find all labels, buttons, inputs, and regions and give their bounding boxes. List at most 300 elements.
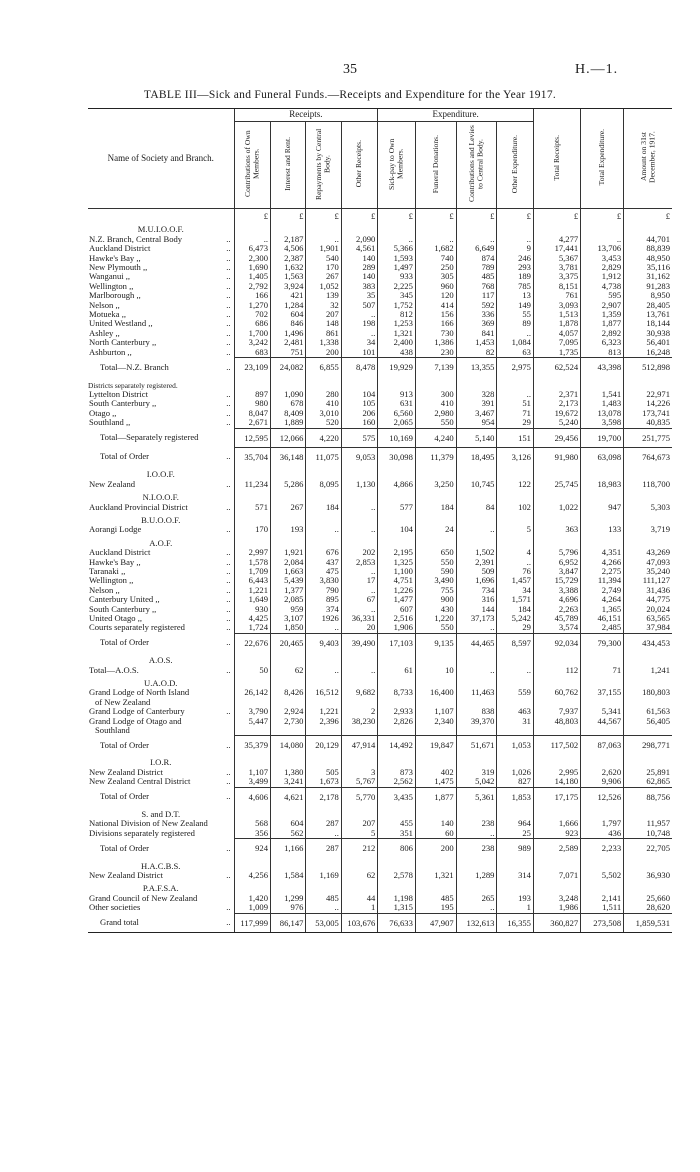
table-cell: 1,359 [581, 310, 624, 319]
table-cell: 5,502 [581, 871, 624, 880]
table-cell: 207 [341, 819, 378, 828]
table-cell: 22,705 [624, 839, 672, 858]
table-cell: 430 [415, 605, 456, 614]
table-cell: 105 [341, 399, 378, 408]
table-cell: 1,053 [497, 736, 534, 755]
table-cell: 1,477 [378, 595, 416, 604]
table-cell: 1,386 [415, 338, 456, 347]
table-cell: 2,090 [341, 235, 378, 244]
table-cell: 520 [306, 418, 341, 428]
table-cell: 734 [456, 586, 497, 595]
leader-dots: .. [226, 327, 231, 338]
table-cell: 112 [533, 666, 580, 675]
table-cell: 755 [415, 586, 456, 595]
table-cell: 1,673 [306, 777, 341, 787]
page-number: 35 [343, 62, 357, 77]
table-cell: 91,283 [624, 282, 672, 291]
table-cell: 1,107 [234, 768, 271, 777]
table-cell: 156 [415, 310, 456, 319]
table-cell: 540 [306, 254, 341, 263]
table-cell: 512,898 [624, 358, 672, 377]
table-cell: 562 [271, 829, 306, 839]
table-cell: 300 [415, 390, 456, 399]
table-cell: 8,047 [234, 409, 271, 418]
table-cell: 206 [341, 409, 378, 418]
subtotal-row [88, 736, 672, 755]
table-row [88, 480, 672, 489]
table-cell: 1,735 [533, 348, 580, 358]
society-heading-row [88, 858, 672, 871]
table-cell: 356 [234, 829, 271, 839]
table-cell: 35,379 [234, 736, 271, 755]
table-cell: 117,502 [533, 736, 580, 755]
table-row [88, 418, 672, 428]
table-cell: 104 [341, 390, 378, 399]
column-header: Total Receipts. [551, 134, 561, 181]
table-cell: 3,490 [415, 576, 456, 585]
table-cell: .. [306, 903, 341, 913]
table-cell: 1,700 [234, 329, 271, 338]
table-cell: 1,878 [533, 319, 580, 328]
table-cell: 336 [456, 310, 497, 319]
table-cell: 861 [306, 329, 341, 338]
table-cell: 4,621 [271, 787, 306, 806]
table-cell: 374 [306, 605, 341, 614]
table-cell: 6,952 [533, 558, 580, 567]
table-cell: .. [341, 503, 378, 512]
table-cell: .. [341, 525, 378, 534]
leader-dots: .. [226, 262, 231, 273]
branch-name: Otago ,, [89, 407, 117, 418]
table-cell: 550 [415, 558, 456, 567]
table-cell: 36,930 [624, 871, 672, 880]
branch-name: South Canterbury ,, [89, 398, 157, 409]
table-cell: 120 [415, 291, 456, 300]
table-cell: 4,277 [533, 235, 580, 244]
table-cell: 29,456 [533, 428, 580, 447]
table-cell: 5 [341, 829, 378, 839]
table-cell: 1,130 [341, 480, 378, 489]
society-name: P.A.F.S.A. [142, 883, 179, 894]
branch-name: Total of Order [100, 791, 150, 802]
table-cell: 89 [497, 319, 534, 328]
branch-name: New Zealand [89, 478, 136, 489]
leader-dots: .. [226, 361, 231, 372]
table-cell: 17,103 [378, 633, 416, 652]
table-cell: 84 [456, 503, 497, 512]
table-cell: 2,749 [581, 586, 624, 595]
table-row [88, 688, 672, 707]
table-cell: 44,775 [624, 595, 672, 604]
table-cell: 1,541 [581, 390, 624, 399]
table-cell: 4,561 [341, 244, 378, 253]
table-cell: 1,511 [581, 903, 624, 913]
table-cell: .. [234, 235, 271, 244]
table-cell: 184 [415, 503, 456, 512]
table-cell: 25,660 [624, 894, 672, 903]
branch-name: Total of Order [100, 739, 150, 750]
table-cell: 1,198 [378, 894, 416, 903]
table-cell: 1,338 [306, 338, 341, 347]
table-cell: 2,387 [271, 254, 306, 263]
table-cell: 103,676 [341, 913, 378, 932]
table-cell: 28,620 [624, 903, 672, 913]
table-cell: 1,724 [234, 623, 271, 633]
table-cell: 10 [415, 666, 456, 675]
table-cell: 2,065 [378, 418, 416, 428]
table-cell: 3,847 [533, 567, 580, 576]
table-cell: 3,574 [533, 623, 580, 633]
table-cell: 4,696 [533, 595, 580, 604]
table-cell: 51 [497, 399, 534, 408]
table-cell: 19,847 [415, 736, 456, 755]
table-cell: 47,914 [341, 736, 378, 755]
table-cell: 2,300 [234, 254, 271, 263]
branch-name: Grand Lodge of Canterbury [89, 706, 185, 717]
table-cell: 38,230 [341, 717, 378, 736]
table-cell: 1,483 [581, 399, 624, 408]
society-heading-row [88, 880, 672, 893]
table-cell: 19,700 [581, 428, 624, 447]
table-cell: 273,508 [581, 913, 624, 932]
table-cell: 841 [456, 329, 497, 338]
table-cell: 298,771 [624, 736, 672, 755]
branch-name: Total—A.O.S. [89, 664, 139, 675]
table-cell: 1,090 [271, 390, 306, 399]
table-cell: 5,286 [271, 480, 306, 489]
currency-symbol: £ [415, 209, 456, 222]
table-cell: 5,240 [533, 418, 580, 428]
table-cell: 139 [306, 291, 341, 300]
table-cell: .. [341, 666, 378, 675]
table-cell: 50 [234, 666, 271, 675]
table-cell: 947 [581, 503, 624, 512]
table-cell: 9,403 [306, 633, 341, 652]
table-cell: 87,063 [581, 736, 624, 755]
table-cell: 37,173 [456, 614, 497, 623]
table-cell: 3,248 [533, 894, 580, 903]
table-cell: 391 [456, 399, 497, 408]
branch-name: North Canterbury ,, [89, 337, 157, 348]
table-cell: 874 [456, 254, 497, 263]
table-cell: 14,492 [378, 736, 416, 755]
branch-name: New Zealand Central District [89, 776, 191, 787]
table-cell: 9,906 [581, 777, 624, 787]
branch-name: Ashburton ,, [89, 346, 132, 357]
table-cell: .. [306, 666, 341, 675]
table-cell: 6,855 [306, 358, 341, 377]
table-cell: 39,490 [341, 633, 378, 652]
table-cell: 485 [456, 272, 497, 281]
table-cell: 930 [234, 605, 271, 614]
branch-name: Total of Order [100, 451, 150, 462]
table-cell: 37,155 [581, 688, 624, 707]
table-cell: 55 [497, 310, 534, 319]
table-cell: 11,957 [624, 819, 672, 828]
table-cell: 2,589 [533, 839, 580, 858]
table-cell: 3,924 [271, 282, 306, 291]
table-cell: 63,098 [581, 447, 624, 466]
table-cell: 595 [581, 291, 624, 300]
table-row [88, 282, 672, 291]
table-cell: 4,751 [378, 576, 416, 585]
branch-name: Grand Lodge of North Island [89, 687, 190, 698]
society-name: A.O.S. [148, 655, 173, 666]
table-cell: 1,901 [306, 244, 341, 253]
table-cell: 485 [306, 894, 341, 903]
table-cell: 2,481 [271, 338, 306, 347]
table-cell: 44,465 [456, 633, 497, 652]
table-cell: 686 [234, 319, 271, 328]
table-cell: 1,752 [378, 301, 416, 310]
table-cell: 4,264 [581, 595, 624, 604]
table-cell: 505 [306, 768, 341, 777]
table-cell: 4,506 [271, 244, 306, 253]
table-cell: 170 [306, 263, 341, 272]
table-cell: 5,796 [533, 548, 580, 557]
table-cell: 3,499 [234, 777, 271, 787]
currency-symbol: £ [341, 209, 378, 222]
table-cell: 11,379 [415, 447, 456, 466]
table-cell: 92,034 [533, 633, 580, 652]
table-cell: 2,084 [271, 558, 306, 567]
table-cell: .. [341, 567, 378, 576]
table-cell: 12,526 [581, 787, 624, 806]
table-cell: 7,937 [533, 707, 580, 716]
table-cell: 1,682 [415, 244, 456, 253]
table-row [88, 829, 672, 839]
table-cell: 607 [378, 605, 416, 614]
column-header: Sick-pay to Own Members. [387, 138, 405, 190]
table-cell: 20 [341, 623, 378, 633]
leader-dots: .. [226, 791, 231, 802]
table-cell: 287 [306, 819, 341, 828]
table-cell: 360,827 [533, 913, 580, 932]
table-cell: 8,409 [271, 409, 306, 418]
table-cell: 1,221 [234, 586, 271, 595]
table-cell: 3 [341, 768, 378, 777]
society-name: H.A.C.B.S. [141, 860, 181, 871]
table-cell: .. [497, 329, 534, 338]
leader-dots: .. [226, 556, 231, 567]
table-title: TABLE III—Sick and Funeral Funds.—Receipts and Expenditure for the Year 1917. [143, 89, 557, 101]
table-cell: 9,682 [341, 688, 378, 707]
table-cell: 1,241 [624, 666, 672, 675]
table-row [88, 272, 672, 281]
leader-dots: .. [226, 271, 231, 282]
table-cell: 1,377 [271, 586, 306, 595]
table-cell: 230 [415, 348, 456, 358]
table-cell: 8,733 [378, 688, 416, 707]
table-row [88, 717, 672, 736]
table-cell: 140 [341, 254, 378, 263]
column-header: Funeral Donations. [430, 134, 440, 193]
table-row [88, 586, 672, 595]
leader-dots: .. [226, 451, 231, 462]
table-cell: 212 [341, 839, 378, 858]
table-cell: 14,226 [624, 399, 672, 408]
column-header: Repayments by Central Body. [314, 128, 332, 200]
table-cell: 363 [533, 525, 580, 534]
table-cell: 8,597 [497, 633, 534, 652]
leader-dots: .. [226, 613, 231, 624]
table-cell: .. [497, 666, 534, 675]
table-cell: 82 [456, 348, 497, 358]
branch-name: Southland ,, [89, 417, 131, 428]
table-row [88, 338, 672, 347]
table-cell: 16,400 [415, 688, 456, 707]
table-cell: 571 [234, 503, 271, 512]
society-name: N.I.O.O.F. [142, 492, 179, 503]
table-cell: 200 [306, 348, 341, 358]
branch-name: Grand Lodge of Otago and [89, 715, 182, 726]
table-cell: 1,253 [378, 319, 416, 328]
table-cell: 2,620 [581, 768, 624, 777]
table-cell: 2,730 [271, 717, 306, 736]
table-cell: 2,578 [378, 871, 416, 880]
table-cell: 287 [306, 839, 341, 858]
branch-name: Lyttelton District [89, 388, 148, 399]
table-cell: 86,147 [271, 913, 306, 932]
table-cell: 475 [306, 567, 341, 576]
table-cell: 24 [415, 525, 456, 534]
table-cell: 1,859,531 [624, 913, 672, 932]
table-cell: 14,080 [271, 736, 306, 755]
table-cell: 434,453 [624, 633, 672, 652]
table-cell: 31,436 [624, 586, 672, 595]
table-row [88, 871, 672, 880]
table-body [88, 209, 672, 933]
table-cell: 2,516 [378, 614, 416, 623]
branch-name: Wellington ,, [89, 280, 134, 291]
table-cell: .. [497, 235, 534, 244]
table-cell: .. [306, 623, 341, 633]
table-cell: 13,355 [456, 358, 497, 377]
branch-name: Aorangi Lodge [89, 524, 142, 535]
table-cell: 1,022 [533, 503, 580, 512]
table-cell: 104 [378, 525, 416, 534]
table-cell: 47,907 [415, 913, 456, 932]
table-cell: 250 [415, 263, 456, 272]
table-cell: 12,595 [234, 428, 271, 447]
leader-dots: .. [226, 318, 231, 329]
table-cell: 151 [497, 428, 534, 447]
branch-name: National Division of New Zealand [89, 818, 208, 829]
society-heading-row [88, 754, 672, 767]
table-cell: 1,563 [271, 272, 306, 281]
table-cell: 1,578 [234, 558, 271, 567]
table-cell: 2,195 [378, 548, 416, 557]
table-cell: 933 [378, 272, 416, 281]
table-cell: 25,745 [533, 480, 580, 489]
table-cell: 144 [456, 605, 497, 614]
table-cell: 960 [415, 282, 456, 291]
table-cell: 768 [456, 282, 497, 291]
table-cell: 122 [497, 480, 534, 489]
table-cell: 173,741 [624, 409, 672, 418]
table-cell: 9,135 [415, 633, 456, 652]
table-row [88, 263, 672, 272]
table-cell: 11,075 [306, 447, 341, 466]
table-cell: 71 [581, 666, 624, 675]
table-cell: 2,933 [378, 707, 416, 716]
table-cell: .. [341, 605, 378, 614]
table-cell: 36,148 [271, 447, 306, 466]
table-cell: 45,789 [533, 614, 580, 623]
table-cell: 37,984 [624, 623, 672, 633]
table-cell: 1,632 [271, 263, 306, 272]
table-cell: 328 [456, 390, 497, 399]
table-cell: 46,151 [581, 614, 624, 623]
table-cell: 79,300 [581, 633, 624, 652]
table-row [88, 503, 672, 512]
table-cell: 2,892 [581, 329, 624, 338]
table-cell: 246 [497, 254, 534, 263]
table-cell: 88,756 [624, 787, 672, 806]
table-cell: 140 [341, 272, 378, 281]
table-row [88, 548, 672, 557]
table-cell: 1,709 [234, 567, 271, 576]
table-cell: 62,524 [533, 358, 580, 377]
table-cell: 5,341 [581, 707, 624, 716]
table-cell: 2,173 [533, 399, 580, 408]
currency-symbol: £ [624, 209, 672, 222]
table-cell: 48,803 [533, 717, 580, 736]
branch-name: Total of Order [100, 842, 150, 853]
table-cell: 592 [456, 301, 497, 310]
table-cell: 4,057 [533, 329, 580, 338]
table-row [88, 894, 672, 903]
table-cell: 3,719 [624, 525, 672, 534]
table-cell: .. [341, 329, 378, 338]
table-cell: 959 [271, 605, 306, 614]
table-cell: 1,584 [271, 871, 306, 880]
leader-dots: .. [226, 501, 231, 512]
subtotal-row [88, 447, 672, 466]
table-cell: 117 [456, 291, 497, 300]
table-cell: 923 [533, 829, 580, 839]
table-cell: 2,225 [378, 282, 416, 291]
table-cell: 20,129 [306, 736, 341, 755]
table-cell: 47,093 [624, 558, 672, 567]
table-cell: 6,443 [234, 576, 271, 585]
society-heading-row [88, 675, 672, 688]
table-cell: 63,565 [624, 614, 672, 623]
table-cell: 676 [306, 548, 341, 557]
table-cell: 414 [415, 301, 456, 310]
table-cell: 3,107 [271, 614, 306, 623]
table-cell: 1,850 [271, 623, 306, 633]
table-cell: 3,598 [581, 418, 624, 428]
branch-name: South Canterbury ,, [89, 603, 157, 614]
table-cell: 838 [456, 707, 497, 716]
table-cell: 30,098 [378, 447, 416, 466]
table-cell: 2,907 [581, 301, 624, 310]
table-cell: 2,178 [306, 787, 341, 806]
table-cell: 6,323 [581, 338, 624, 347]
currency-symbol: £ [581, 209, 624, 222]
leader-dots: .. [226, 290, 231, 301]
branch-name: Grand Council of New Zealand [89, 892, 198, 903]
table-cell: 189 [497, 272, 534, 281]
table-cell: 1,321 [415, 871, 456, 880]
table-row [88, 576, 672, 585]
currency-symbol: £ [234, 209, 271, 222]
table-cell: 4,866 [378, 480, 416, 489]
table-cell: 577 [378, 503, 416, 512]
table-cell: 761 [533, 291, 580, 300]
table-cell: 9 [497, 244, 534, 253]
